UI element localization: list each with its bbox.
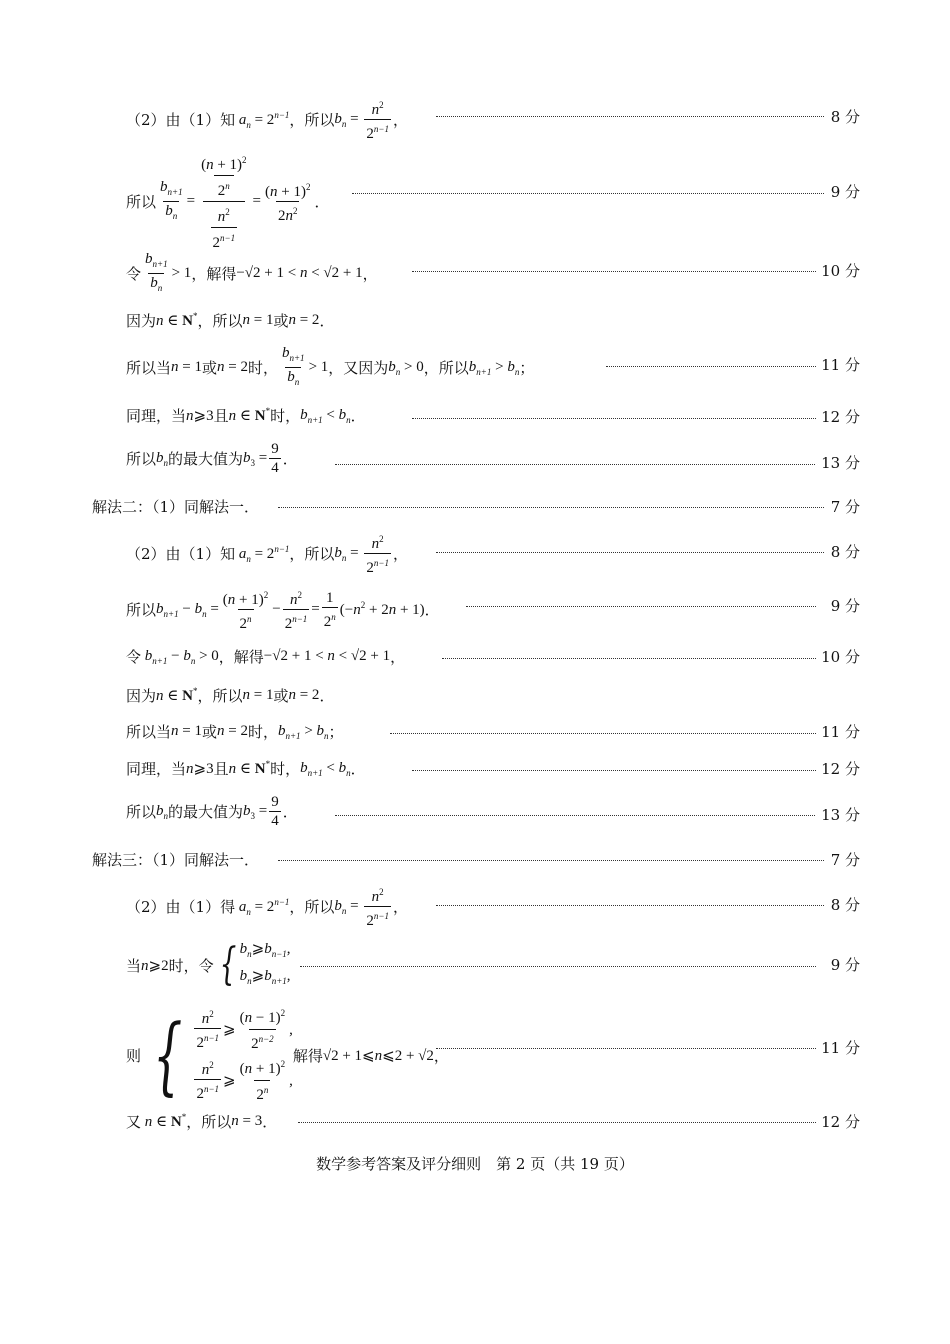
text: 或 — [201, 359, 217, 377]
line-content — [126, 793, 298, 830]
score-leader — [278, 507, 824, 508]
formula: $b_3$ = — [243, 802, 268, 821]
text: ，所以 — [289, 898, 335, 916]
text: ； — [519, 359, 535, 377]
text: 或 — [273, 687, 289, 705]
score-leader — [352, 193, 824, 194]
line-content — [126, 646, 405, 667]
text: 解得 — [292, 1046, 323, 1065]
text: （2）由（1）知 — [126, 545, 236, 563]
formula: n ∈ N* — [228, 759, 271, 777]
formula: $b_{n+1} < b_n$ — [300, 759, 351, 778]
score-leader — [298, 1122, 816, 1123]
score-label: 13 分 — [821, 806, 860, 824]
formula: n = 2 — [217, 359, 248, 375]
formula: n⩾2 — [141, 957, 169, 974]
score-label: 7 分 — [830, 498, 860, 516]
formula: $(n + 1)^2$ 2$^n$ $n^2$ $2^{n-1}$ — [201, 155, 247, 251]
score-leader — [390, 733, 816, 734]
score-label: 9 分 — [830, 597, 860, 615]
formula: $\frac{9}{4}$ — [271, 794, 279, 829]
text: 因为 — [126, 687, 157, 705]
score-leader — [606, 366, 816, 367]
formula: $b_n > 0$ — [388, 358, 424, 377]
formula: $\frac{(n + 1)^2}{2n^2}$ — [265, 182, 311, 224]
line-content — [92, 849, 259, 870]
text: 令 — [126, 648, 142, 666]
formula: $b_n$ = $\frac{n^2}{2^{n-1}}$ — [334, 887, 389, 929]
score-label: 10 分 — [821, 648, 860, 666]
line-content — [92, 496, 259, 517]
line-content — [126, 721, 344, 742]
formula: $\frac{b_{n+1}}{b_n}$ — [143, 250, 170, 297]
formula: $\frac{n^2}{2^{n-1}}$ — [284, 590, 308, 632]
score-label: 8 分 — [830, 543, 860, 561]
text: ． — [262, 1113, 278, 1131]
text: 且 — [213, 760, 229, 778]
score-label: 13 分 — [821, 454, 860, 472]
formula: $b_n$ — [156, 449, 169, 468]
method-heading: 解法二：（1）同解法一． — [92, 498, 260, 516]
text: 所以当 — [126, 723, 172, 741]
score-leader — [412, 271, 816, 272]
score-label: 7 分 — [830, 851, 860, 869]
line-content — [126, 758, 366, 779]
text: ． — [282, 450, 298, 468]
text: 所以当 — [126, 359, 172, 377]
text: （2）由（1）得 — [126, 898, 236, 916]
text: ， — [390, 648, 406, 666]
formula: n ∈ N* — [156, 686, 198, 704]
text: （2）由（1）知 — [126, 111, 236, 129]
text: 当 — [126, 956, 142, 975]
score-leader — [412, 418, 816, 419]
formula: n = 2 — [288, 312, 320, 328]
formula: n = 3 — [231, 1113, 263, 1129]
formula: $\frac{9}{4}$ — [271, 441, 279, 476]
score-label: 8 分 — [830, 108, 860, 126]
score-label: 12 分 — [821, 1113, 860, 1131]
text: 所以 — [126, 450, 157, 468]
formula: $b_{n+1} > b_n$ — [277, 722, 329, 741]
text: ，所以 — [289, 545, 335, 563]
formula: $b_{n+1} > b_n$ — [468, 358, 520, 377]
text: ． — [350, 407, 366, 425]
formula: n⩾3 — [186, 408, 214, 424]
text: 同理，当 — [126, 760, 187, 778]
formula: $b_3$ = — [243, 449, 268, 468]
score-leader — [436, 552, 824, 553]
text: 同理，当 — [126, 407, 187, 425]
text: 的最大值为 — [168, 450, 244, 468]
score-label: 8 分 — [830, 896, 860, 914]
score-leader — [278, 860, 824, 861]
line-content — [126, 1004, 449, 1106]
formula: $a_n = 2^{n-1}$ — [235, 543, 290, 564]
text: ， — [392, 898, 408, 916]
text: ． — [282, 803, 298, 821]
score-label: 11 分 — [821, 356, 860, 374]
text: ， — [392, 545, 408, 563]
score-label: 9 分 — [830, 956, 860, 974]
formula: $b_n$ = $\frac{n^2}{2^{n-1}}$ — [334, 100, 389, 142]
score-label: 10 分 — [821, 262, 860, 280]
line-content — [126, 530, 408, 577]
text: ， — [362, 265, 378, 283]
page-footer: 数学参考答案及评分细则 第 2 页（共 19 页） — [316, 1155, 634, 1173]
formula: n⩾3 — [186, 761, 214, 777]
score-label: 12 分 — [821, 408, 860, 426]
text: ，所以 — [197, 687, 243, 705]
text: ，解得 — [218, 648, 264, 666]
score-leader — [300, 966, 816, 967]
formula: $\frac{(n + 1)^2}{2^n}$ — [222, 590, 269, 632]
text: 所以 — [126, 193, 157, 211]
text: ，所以 — [186, 1113, 232, 1131]
line-content: 所以当 n = 1 或 n = 2 时， $\frac{b_{n+1}}{b_n}$ > 1 ，又因为 $b_n > 0$ ，所以 $b_{n+1} > b_n$ ； — [126, 344, 534, 391]
formula: $\frac{1}{2^n}$ — [323, 589, 336, 630]
line-content — [126, 310, 334, 331]
line-content — [126, 685, 334, 706]
text: ， — [433, 1046, 449, 1065]
formula: n ∈ N* — [228, 406, 271, 424]
formula: $b_n$ = $\frac{n^2}{2^{n-1}}$ — [334, 534, 389, 576]
formula: n = 1 — [242, 312, 274, 328]
formula: $b_n$ — [156, 802, 169, 821]
text: ， — [392, 111, 408, 129]
score-leader — [442, 658, 816, 659]
line-content: 所以 $\frac{b_{n+1}}{b_n}$ = $(n + 1)^2$ 2$^n$ $n^2$ $2^{n-1}$ = $\frac{(n + 1)^2}{2n^2}$ ． — [126, 150, 329, 253]
text: 时， — [247, 359, 278, 377]
text: 则 — [126, 1046, 142, 1065]
text: ． — [319, 312, 335, 330]
text: 因为 — [126, 312, 157, 330]
line-content — [126, 938, 291, 992]
formula: $b_{n+1} - b_n$ = — [156, 600, 219, 619]
text: 又 — [126, 1113, 142, 1131]
formula: $b_{n+1} < b_n$ — [300, 406, 351, 425]
text: 的最大值为 — [168, 803, 244, 821]
formula: n = 1 — [171, 723, 202, 739]
score-leader — [466, 606, 816, 607]
text: 时， — [270, 407, 301, 425]
line-content: 所以 $b_{n+1} - b_n$ = $\frac{(n + 1)^2}{2^n}$ − $\frac{n^2}{2^{n-1}}$ = $\frac{1}{2^n}$ $(-n^2 + 2n + 1)$ ． — [126, 586, 440, 633]
formula: n ∈ N* — [141, 1112, 187, 1130]
brace-icon: { — [153, 1006, 183, 1104]
inequality-system: { $\frac{n^2}{2^{n-1}}$ ⩾ $\frac{(n - 1)^2}{2^{n-2}}$ , $\frac{n^2}{2^{n-1}}$ ⩾ $\frac{(n + 1)^2}{2^n}$ , — [153, 1006, 293, 1104]
score-leader — [436, 1048, 816, 1049]
formula: $b_{n+1} - b_n > 0$ — [141, 647, 219, 666]
formula: −√2 + 1 < n < √2 + 1 — [236, 265, 363, 281]
formula: n ∈ N* — [156, 311, 198, 329]
score-leader — [436, 905, 824, 906]
inequality-system: { $b_n⩾b_{n-1}$, $b_n⩾b_{n+1}$, — [219, 939, 291, 990]
line-content — [126, 883, 408, 930]
text: 时，令 — [168, 956, 214, 975]
line-content — [126, 440, 298, 477]
text: 或 — [201, 723, 217, 741]
formula: $\frac{b_{n+1}}{b_n}$ — [158, 178, 185, 225]
score-leader — [436, 116, 824, 117]
score-label: 11 分 — [821, 723, 860, 741]
line-content: 令 $\frac{b_{n+1}}{b_n}$ > 1 ，解得 −√2 + 1 < n < √2 + 1 ， — [126, 250, 378, 297]
text: 所以 — [126, 803, 157, 821]
text: ，所以 — [289, 111, 335, 129]
line-content — [126, 405, 366, 426]
text: 时， — [247, 723, 278, 741]
line-content — [126, 96, 408, 143]
text: ； — [328, 723, 344, 741]
text: ，所以 — [197, 312, 243, 330]
formula: n = 2 — [217, 723, 248, 739]
score-label: 12 分 — [821, 760, 860, 778]
formula: $a_n = 2^{n-1}$ — [235, 896, 290, 917]
text: ，解得 — [191, 265, 237, 283]
text: ，所以 — [423, 359, 469, 377]
formula: −√2 + 1 < n < √2 + 1 — [263, 648, 391, 664]
brace-icon: { — [219, 939, 237, 990]
text: ． — [314, 193, 330, 211]
score-label: 9 分 — [830, 183, 860, 201]
formula: $a_n = 2^{n-1}$ — [235, 109, 290, 130]
text: ． — [424, 601, 440, 619]
text: 且 — [213, 407, 229, 425]
text: 令 — [126, 265, 142, 283]
text: ，又因为 — [328, 359, 389, 377]
line-content — [126, 1111, 277, 1132]
formula: $\frac{b_{n+1}}{b_n}$ — [280, 344, 307, 391]
formula: $(-n^2 + 2n + 1)$ — [339, 600, 425, 618]
score-leader — [335, 815, 815, 816]
formula: √2 + 1⩽n⩽2 + √2 — [322, 1047, 434, 1064]
method-heading: 解法三：（1）同解法一． — [92, 851, 260, 869]
text: ． — [319, 687, 335, 705]
text: 所以 — [126, 601, 157, 619]
text: 时， — [270, 760, 301, 778]
formula: n = 1 — [171, 359, 202, 375]
score-leader — [335, 464, 815, 465]
formula: n = 1 — [242, 687, 274, 703]
formula: n = 2 — [288, 687, 320, 703]
text: 或 — [273, 312, 289, 330]
score-label: 11 分 — [821, 1039, 860, 1057]
score-leader — [412, 770, 816, 771]
text: ． — [350, 760, 366, 778]
